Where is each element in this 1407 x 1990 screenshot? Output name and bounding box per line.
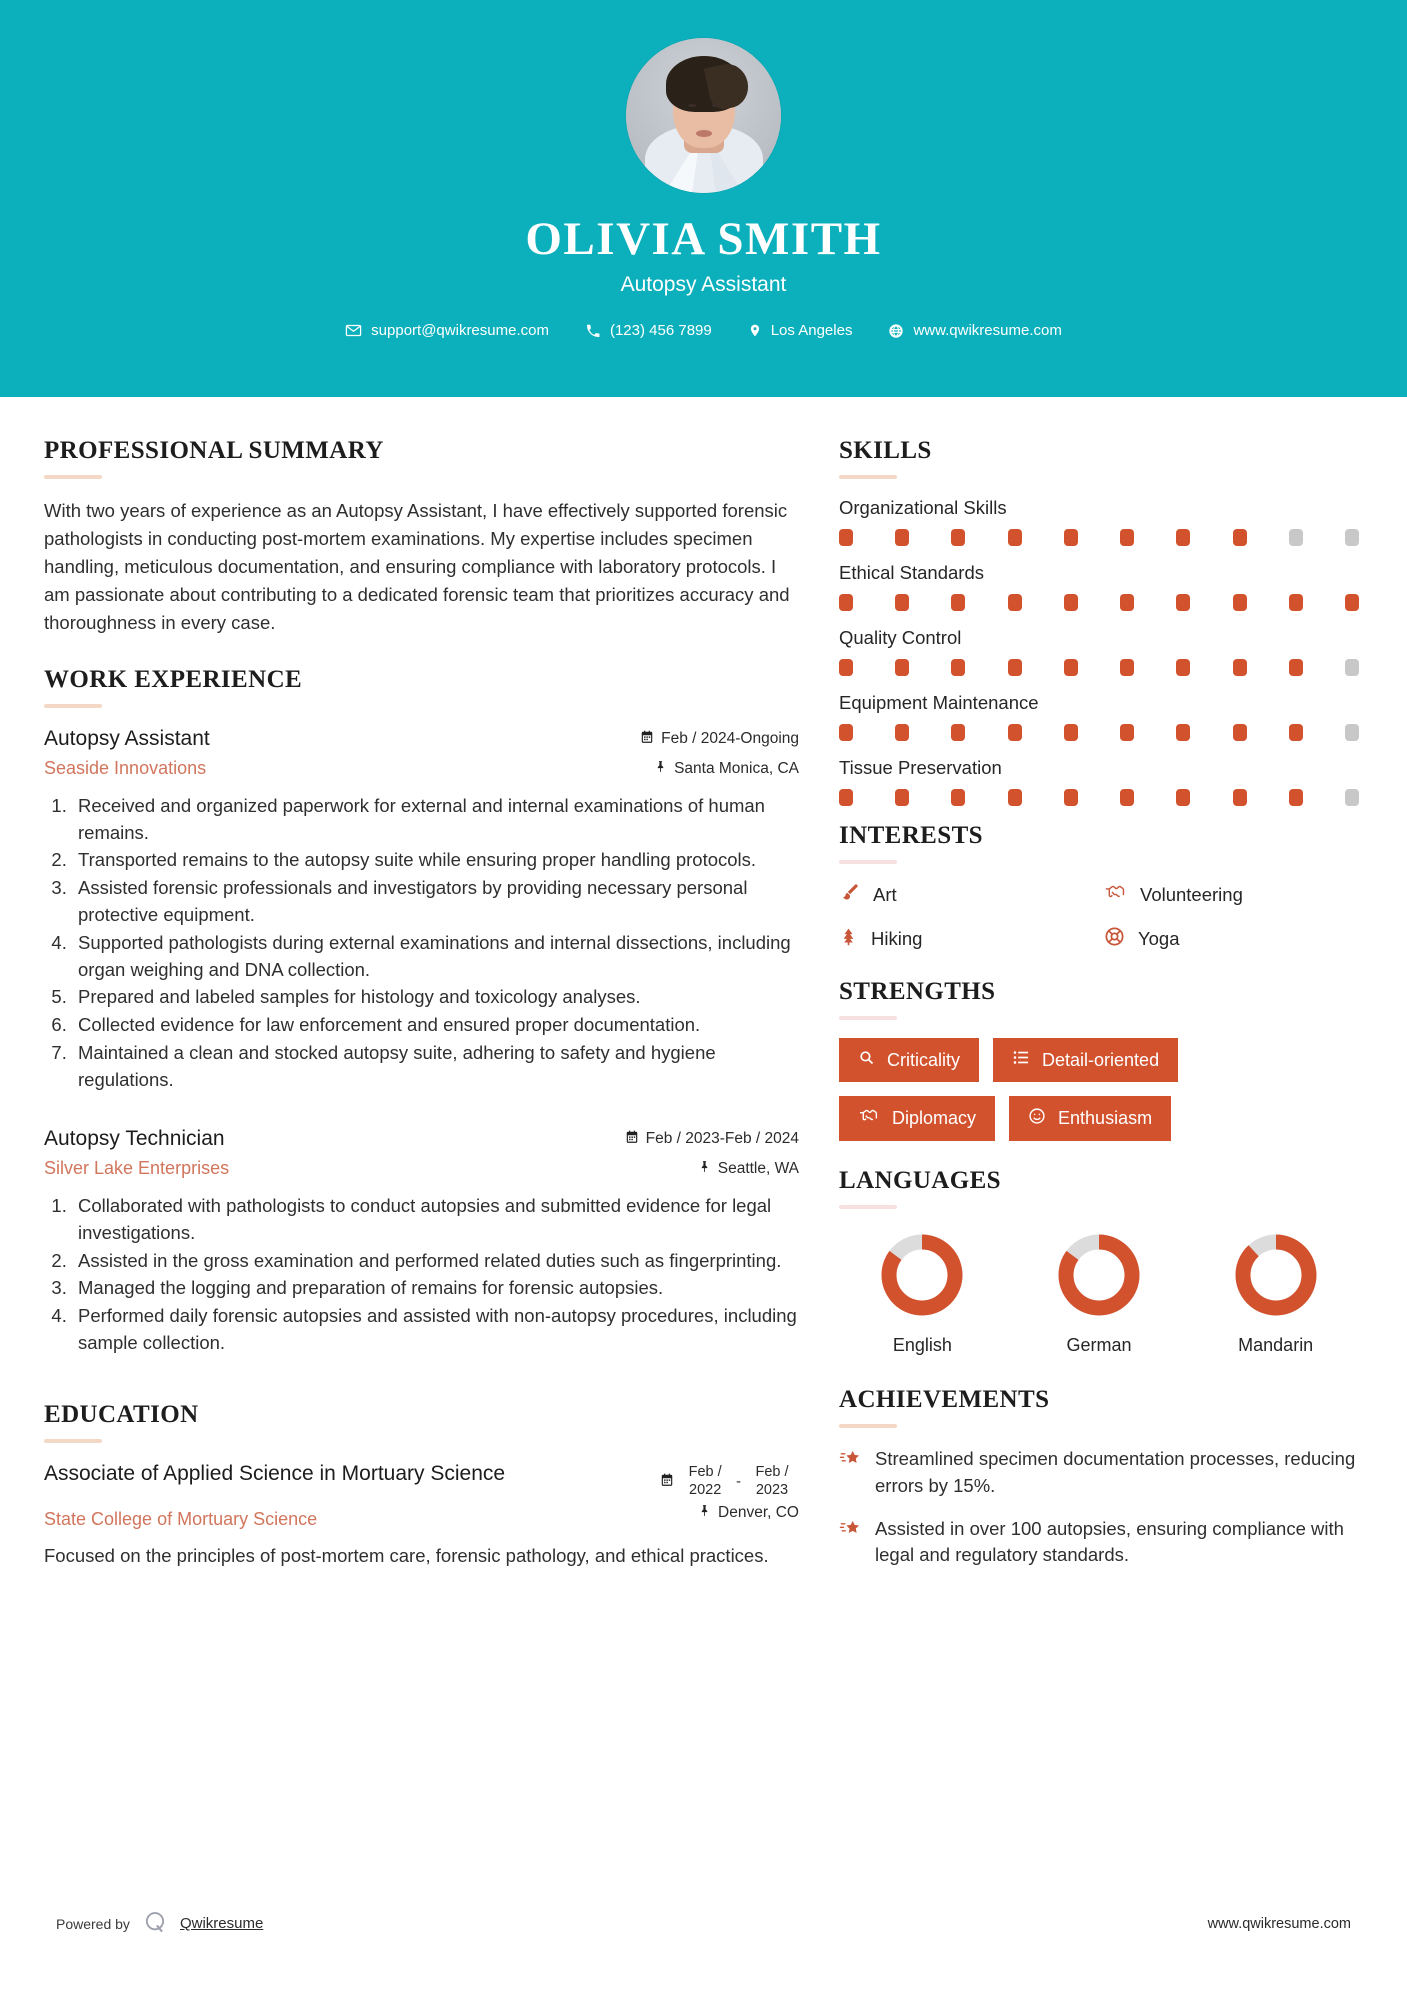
- job-dates: [584, 730, 799, 749]
- skill-rating-dot: [1008, 789, 1022, 806]
- job-location: [584, 759, 799, 779]
- section-title-strengths: STRENGTHS: [839, 978, 996, 1005]
- interests-list: [839, 882, 1359, 952]
- strength-label: Criticality: [887, 1049, 961, 1070]
- skill-rating-dot: [839, 789, 853, 806]
- skill-rating-dot: [1345, 529, 1359, 546]
- powered-by-block: [56, 1909, 263, 1938]
- paintbrush-icon: [839, 882, 860, 908]
- section-languages: [839, 1167, 1359, 1356]
- section-achievements: [839, 1386, 1359, 1569]
- job-duty: 2. Transported remains to the autopsy suite while ensuring proper handling protocols.: [72, 847, 799, 874]
- skill-rating-dot: [951, 724, 965, 741]
- languages-list: [839, 1227, 1359, 1356]
- section-rule: [839, 475, 897, 479]
- skill-rating-dot: [1176, 659, 1190, 676]
- pushpin-icon: [654, 759, 667, 779]
- skill-rating-dot: [1120, 659, 1134, 676]
- section-education: [44, 1401, 799, 1570]
- interest-item: [839, 926, 1094, 952]
- strength-label: Enthusiasm: [1058, 1108, 1153, 1128]
- strengths-list: [839, 1038, 1359, 1141]
- achievement-item: [839, 1446, 1359, 1500]
- skill-rating-dot: [1176, 529, 1190, 546]
- education-location-text: Denver, CO: [718, 1504, 799, 1522]
- skill-rating-dot: [1289, 529, 1303, 546]
- calendar-icon: [625, 1130, 639, 1149]
- skills-list: [839, 497, 1359, 806]
- section-title-interests: INTERESTS: [839, 822, 983, 849]
- job-duty: 7. Maintained a clean and stocked autopsy suite, adhering to safety and hygiene regulations.: [72, 1040, 799, 1094]
- skill-rating-dot: [1176, 594, 1190, 611]
- strength-chip-criticality[interactable]: [839, 1038, 979, 1082]
- location-pin-icon: [748, 322, 762, 339]
- interest-item: [1104, 882, 1359, 908]
- skill-rating-dot: [1176, 789, 1190, 806]
- candidate-job-title: Autopsy Assistant: [620, 273, 787, 297]
- skill-rating-dot: [1064, 659, 1078, 676]
- skill-rating-dot: [1289, 789, 1303, 806]
- skill-rating-dot: [1345, 659, 1359, 676]
- skill-rating-dot: [1289, 594, 1303, 611]
- section-title-languages: LANGUAGES: [839, 1167, 1001, 1194]
- strength-label: Diplomacy: [892, 1108, 977, 1128]
- job-company: Silver Lake Enterprises: [44, 1157, 230, 1178]
- interest-item: [839, 882, 1094, 908]
- language-item: [839, 1227, 1006, 1356]
- language-label: Mandarin: [1238, 1335, 1314, 1355]
- right-column: [839, 437, 1359, 1585]
- skill-rating: [839, 724, 1359, 741]
- education-date-separator: -: [736, 1473, 741, 1490]
- language-item: [1016, 1227, 1183, 1356]
- skill-rating-dot: [1120, 529, 1134, 546]
- skill-label: Ethical Standards: [839, 562, 985, 583]
- strength-chip-enthusiasm[interactable]: [1009, 1096, 1171, 1141]
- language-label: German: [1066, 1335, 1132, 1355]
- section-strengths: [839, 978, 1359, 1141]
- candidate-name: OLIVIA SMITH: [525, 213, 882, 265]
- job-duty: 4. Supported pathologists during external examinations and internal dissections, including organ weighing and DNA collection.: [72, 930, 799, 984]
- shooting-star-icon: [839, 1449, 862, 1475]
- qwikresume-link[interactable]: Qwikresume: [179, 1915, 264, 1932]
- job-role: Autopsy Technician: [44, 1126, 225, 1150]
- skill-rating-dot: [1345, 789, 1359, 806]
- skill-rating-dot: [895, 529, 909, 546]
- interest-label: Art: [873, 884, 897, 905]
- skill-rating-dot: [895, 659, 909, 676]
- skill-rating-dot: [1008, 594, 1022, 611]
- handshake-icon: [858, 1107, 880, 1130]
- skill-rating-dot: [895, 724, 909, 741]
- skill-rating-dot: [1289, 659, 1303, 676]
- skill-rating-dot: [839, 659, 853, 676]
- job-duty: 3. Managed the logging and preparation of remains for forensic autopsies.: [72, 1275, 799, 1302]
- skill-rating-dot: [1008, 529, 1022, 546]
- shooting-star-icon: [839, 1519, 862, 1545]
- skill-rating-dot: [951, 529, 965, 546]
- skill-rating: [839, 529, 1359, 546]
- contact-location[interactable]: [730, 322, 871, 339]
- achievement-text: Assisted in over 100 autopsies, ensuring compliance with legal and regulatory standards.: [875, 1517, 1344, 1566]
- section-rule: [839, 860, 897, 864]
- section-title-achievements: ACHIEVEMENTS: [839, 1386, 1050, 1413]
- skill-label: Organizational Skills: [839, 497, 1007, 518]
- skill-rating-dot: [895, 789, 909, 806]
- skill-rating-dot: [839, 594, 853, 611]
- skill-rating-dot: [1064, 724, 1078, 741]
- interest-label: Volunteering: [1140, 884, 1243, 905]
- contact-phone[interactable]: [567, 322, 730, 339]
- job-location-text: Seattle, WA: [717, 1159, 799, 1177]
- contact-email[interactable]: [327, 322, 567, 339]
- education-dates: [584, 1463, 799, 1499]
- education-school: State College of Mortuary Science: [44, 1509, 318, 1530]
- section-title-skills: SKILLS: [839, 437, 932, 464]
- job-duty: 5. Prepared and labeled samples for histology and toxicology analyses.: [72, 984, 799, 1011]
- contact-location-text: Los Angeles: [770, 322, 853, 340]
- language-donut-chart: [1228, 1227, 1324, 1323]
- smiley-icon: [1028, 1107, 1046, 1130]
- contact-website[interactable]: [870, 322, 1079, 339]
- skill-label: Equipment Maintenance: [839, 692, 1039, 713]
- skill-rating-dot: [951, 659, 965, 676]
- envelope-icon: [345, 322, 362, 339]
- skill-rating-dot: [1008, 659, 1022, 676]
- job-duty: 6. Collected evidence for law enforcement and ensured proper documentation.: [72, 1012, 799, 1039]
- job-duty: 4. Performed daily forensic autopsies and assisted with non-autopsy procedures, including sample collection.: [72, 1303, 799, 1357]
- experience-item: [44, 726, 799, 1094]
- section-rule: [44, 704, 102, 708]
- section-title-education: EDUCATION: [44, 1400, 199, 1428]
- job-duty: 1. Collaborated with pathologists to conduct autopsies and submitted evidence for legal investigations.: [72, 1193, 799, 1247]
- skill-rating-dot: [839, 529, 853, 546]
- job-duty: 1. Received and organized paperwork for external and internal examinations of human remains.: [72, 793, 799, 847]
- section-skills: [839, 437, 1359, 806]
- section-interests: [839, 822, 1359, 952]
- skill-rating-dot: [1345, 724, 1359, 741]
- section-rule: [839, 1205, 897, 1209]
- contact-website-text: www.qwikresume.com: [913, 322, 1062, 340]
- job-duty-list: [72, 793, 799, 1094]
- education-date-start: Feb / 2022: [688, 1463, 722, 1498]
- life-ring-icon: [1104, 926, 1125, 952]
- language-item: [1192, 1227, 1359, 1356]
- contact-phone-text: (123) 456 7899: [609, 322, 712, 340]
- skill-rating-dot: [1064, 529, 1078, 546]
- magnifier-icon: [858, 1049, 875, 1071]
- calendar-icon: [660, 1473, 674, 1492]
- skill-rating: [839, 789, 1359, 806]
- interest-label: Yoga: [1138, 928, 1180, 949]
- section-title-summary: PROFESSIONAL SUMMARY: [44, 437, 384, 464]
- list-icon: [1012, 1049, 1030, 1071]
- skill-rating: [839, 659, 1359, 676]
- interest-item: [1104, 926, 1359, 952]
- education-item: [44, 1461, 799, 1499]
- resume-header: [0, 0, 1407, 397]
- education-degree: Associate of Applied Science in Mortuary Science: [44, 1461, 506, 1485]
- skill-rating-dot: [1345, 594, 1359, 611]
- pushpin-icon: [698, 1159, 711, 1179]
- skill-rating-dot: [1233, 594, 1247, 611]
- skill-rating-dot: [1064, 594, 1078, 611]
- globe-icon: [888, 323, 904, 339]
- education-description: Focused on the principles of post-mortem care, forensic pathology, and ethical practices.: [44, 1545, 769, 1567]
- phone-icon: [585, 323, 601, 339]
- powered-by-label: Powered by: [56, 1915, 130, 1932]
- skill-rating-dot: [1120, 724, 1134, 741]
- job-company: Seaside Innovations: [44, 757, 207, 778]
- skill-rating: [839, 594, 1359, 611]
- achievement-item: [839, 1516, 1359, 1570]
- skill-rating-dot: [839, 724, 853, 741]
- skill-rating-dot: [1120, 594, 1134, 611]
- experience-item: [44, 1126, 799, 1357]
- section-rule: [839, 1016, 897, 1020]
- job-location: [584, 1159, 799, 1179]
- job-dates-text: Feb / 2024-Ongoing: [661, 730, 799, 748]
- language-donut-chart: [874, 1227, 970, 1323]
- handshake-icon: [1104, 882, 1127, 908]
- section-work-experience: [44, 666, 799, 1357]
- section-rule: [44, 475, 102, 479]
- skill-rating-dot: [1120, 789, 1134, 806]
- resume-body: [0, 397, 1407, 1585]
- section-rule: [839, 1424, 897, 1428]
- tree-icon: [839, 926, 858, 952]
- skill-rating-dot: [1233, 789, 1247, 806]
- strength-chip-diplomacy[interactable]: [839, 1096, 995, 1141]
- skill-rating-dot: [1233, 659, 1247, 676]
- resume-footer: [0, 1909, 1407, 1938]
- skill-label: Tissue Preservation: [839, 757, 1002, 778]
- skill-rating-dot: [895, 594, 909, 611]
- skill-rating-dot: [1176, 724, 1190, 741]
- job-duty-list: [72, 1193, 799, 1357]
- job-duty: 3. Assisted forensic professionals and investigators by providing necessary personal protective equipment.: [72, 875, 799, 929]
- interest-label: Hiking: [871, 928, 923, 949]
- left-column: [44, 437, 799, 1585]
- skill-rating-dot: [1233, 529, 1247, 546]
- pushpin-icon: [698, 1503, 711, 1523]
- contact-bar: [327, 322, 1080, 339]
- job-duty: 2. Assisted in the gross examination and performed related duties such as fingerprinting.: [72, 1248, 799, 1275]
- education-location: [698, 1503, 799, 1523]
- contact-email-text: support@qwikresume.com: [371, 322, 549, 340]
- skill-label: Quality Control: [839, 627, 962, 648]
- section-professional-summary: [44, 437, 799, 638]
- qwikresume-logo-icon: [142, 1909, 168, 1938]
- strength-chip-detail-oriented[interactable]: [993, 1038, 1178, 1082]
- avatar: [626, 38, 781, 193]
- job-role: Autopsy Assistant: [44, 726, 210, 750]
- skill-rating-dot: [951, 789, 965, 806]
- footer-url[interactable]: www.qwikresume.com: [1207, 1915, 1351, 1932]
- job-dates: [584, 1130, 799, 1149]
- calendar-icon: [640, 730, 654, 749]
- skill-rating-dot: [1008, 724, 1022, 741]
- skill-rating-dot: [1064, 789, 1078, 806]
- skill-rating-dot: [1289, 724, 1303, 741]
- skill-rating-dot: [951, 594, 965, 611]
- language-label: English: [892, 1335, 952, 1355]
- job-location-text: Santa Monica, CA: [674, 759, 799, 777]
- summary-text: With two years of experience as an Autopsy Assistant, I have effectively supported forensic pathologists in conducting post-mortem examinations. My expertise includes specimen handling, meticulous documentation, and ensuring compliance with laboratory protocols. I am passionate about contributing to a dedicated forensic team that prioritizes accuracy and thoroughness in every case.: [44, 500, 790, 634]
- language-donut-chart: [1051, 1227, 1147, 1323]
- strength-label: Detail-oriented: [1042, 1049, 1160, 1070]
- education-date-end: Feb / 2023: [755, 1463, 789, 1498]
- section-title-experience: WORK EXPERIENCE: [44, 665, 303, 693]
- achievement-text: Streamlined specimen documentation processes, reducing errors by 15%.: [875, 1448, 1356, 1496]
- section-rule: [44, 1439, 102, 1443]
- job-dates-text: Feb / 2023-Feb / 2024: [645, 1130, 799, 1148]
- skill-rating-dot: [1233, 724, 1247, 741]
